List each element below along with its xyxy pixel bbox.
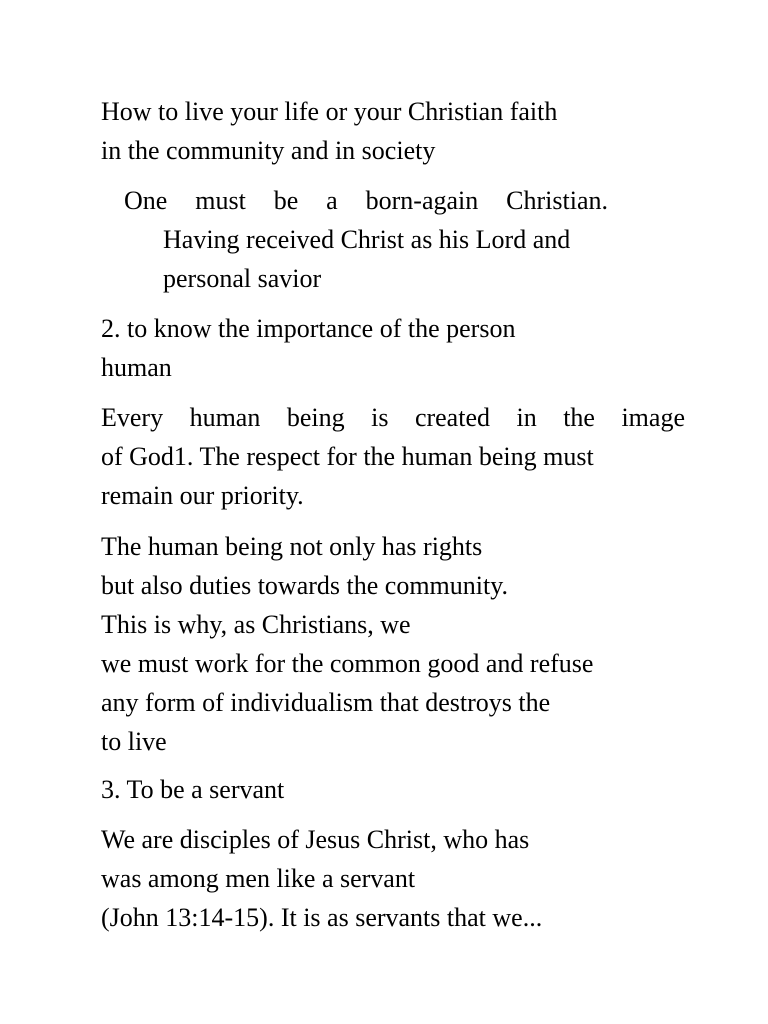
- point-1-line-3: personal savior: [163, 264, 322, 293]
- rights-paragraph: [101, 527, 701, 761]
- point-2-line-1: 2. to know the importance of the person: [101, 314, 516, 343]
- servant-line-2: was among men like a servant: [101, 864, 416, 893]
- image-line-2: of God1. The respect for the human being must: [101, 442, 594, 471]
- point-1-line-2: Having received Christ as his Lord and: [163, 225, 571, 254]
- rights-line-5: any form of individualism that destroys the: [101, 688, 551, 717]
- rights-line-1: The human being not only has rights: [101, 532, 483, 561]
- servant-line-1: We are disciples of Jesus Christ, who has: [101, 825, 530, 854]
- rights-line-2: but also duties towards the community.: [101, 571, 509, 600]
- rights-line-4: we must work for the common good and refuse: [101, 649, 594, 678]
- point-2-line-2: human: [101, 353, 172, 382]
- image-line-3: remain our priority.: [101, 481, 304, 510]
- rights-line-6: to live: [101, 727, 167, 756]
- image-of-god-paragraph: [101, 398, 685, 515]
- servant-paragraph: [101, 820, 691, 937]
- point-2-heading: [101, 309, 691, 387]
- point-3-heading: [101, 770, 691, 809]
- image-line-1: Every human being is created in the image: [101, 403, 685, 432]
- point-1-paragraph: [124, 181, 608, 220]
- point-1-line-1: One must be a born-again Christian.: [124, 186, 608, 215]
- rights-line-3: This is why, as Christians, we: [101, 610, 411, 639]
- heading-line-1: How to live your life or your Christian faith: [101, 97, 558, 126]
- servant-line-3: (John 13:14-15). It is as servants that we...: [101, 903, 543, 932]
- point-3-line-1: 3. To be a servant: [101, 775, 285, 804]
- point-1-continuation: [163, 220, 683, 298]
- heading-line-2: in the community and in society: [101, 136, 436, 165]
- heading-paragraph: [101, 92, 691, 170]
